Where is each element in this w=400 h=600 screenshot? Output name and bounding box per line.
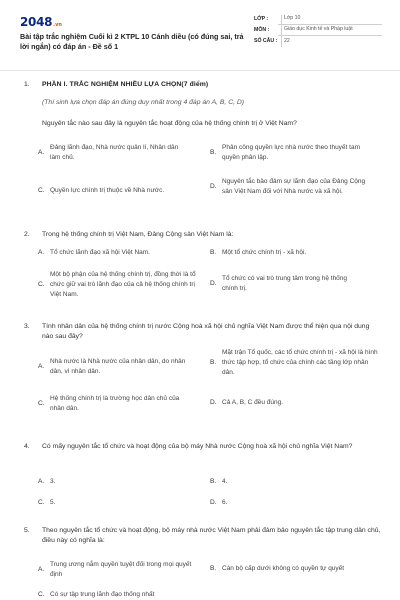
meta-value: 22 [284, 37, 290, 44]
option-letter: C. [38, 591, 45, 599]
option-text: Một tổ chức chính trị - xã hội. [222, 249, 307, 256]
option-letter: D. [210, 399, 217, 407]
option-b[interactable] [210, 564, 382, 574]
option-a[interactable] [38, 143, 213, 163]
question-text: Có mấy nguyên tắc tổ chức và hoạt động của bộ máy Nhà nước Cộng hoà xã hội chủ nghĩa Việt Nam? [42, 443, 353, 450]
question-text: Tính nhân dân của hệ thống chính trị nước Cộng hoà xã hội chủ nghĩa Việt Nam được thể hiện qua nội dung nào sau đây? [42, 323, 370, 341]
option-letter: A. [38, 362, 45, 370]
meta-value: Giáo dục Kinh tế và Pháp luật [278, 25, 382, 36]
meta-row-class [254, 14, 382, 25]
document-meta [254, 14, 382, 47]
option-a[interactable] [38, 357, 213, 377]
option-text: Tổ chức có vai trò trung tâm trong hệ thống chính trị. [222, 275, 348, 292]
option-text: 6. [222, 499, 228, 506]
option-d[interactable] [210, 498, 382, 508]
question-number: 4. [24, 443, 30, 450]
question-number: 3. [24, 323, 30, 330]
logo-domain: .vn [53, 22, 62, 28]
option-b[interactable] [210, 248, 382, 258]
option-c[interactable] [38, 186, 213, 196]
logo-main: 2048 [20, 15, 53, 29]
option-letter: B. [210, 358, 217, 366]
option-text: Đảng lãnh đạo, Nhà nước quản lí, Nhân dân làm chủ. [50, 144, 179, 161]
option-a[interactable] [38, 477, 213, 487]
option-c[interactable] [38, 394, 213, 414]
option-letter: B. [210, 148, 217, 156]
question-number: 5. [24, 527, 30, 534]
section-instruction: (Thí sinh lựa chọn đáp án đúng duy nhất trong 4 đáp án A, B, C, D) [42, 99, 245, 106]
option-letter: D. [210, 499, 217, 507]
meta-label: LỚP : [254, 15, 269, 22]
option-d[interactable] [210, 274, 382, 294]
option-c[interactable] [38, 270, 213, 299]
option-text: Hệ thống chính trị là trường học dân chủ của nhân dân. [50, 395, 180, 412]
option-text: 3. [50, 478, 56, 485]
meta-label: SỐ CÂU : [254, 37, 278, 44]
option-text: 4. [222, 478, 228, 485]
option-a[interactable] [38, 560, 213, 580]
option-letter: A. [38, 478, 45, 486]
option-letter: A. [38, 148, 45, 156]
option-a[interactable] [38, 248, 213, 258]
section-title: PHẦN I. TRẮC NGHIỆM NHIỀU LỰA CHỌN(7 điểm) [42, 81, 209, 88]
option-text: 5. [50, 499, 56, 506]
option-b[interactable] [210, 477, 382, 487]
question-number: 1. [24, 81, 30, 88]
document-title: Bài tập trắc nghiệm Cuối kì 2 KTPL 10 Cánh diều (có đúng sai, trả lời ngắn) có đáp án - Đề số 1 [20, 32, 244, 52]
option-b[interactable] [210, 143, 382, 163]
option-d[interactable] [210, 177, 382, 197]
option-d[interactable] [210, 398, 382, 408]
page-header [20, 14, 382, 64]
option-c[interactable] [38, 498, 213, 508]
meta-row-subject [254, 25, 382, 36]
option-c[interactable] [38, 590, 213, 600]
option-letter: C. [38, 187, 45, 195]
option-text: Có sự tập trung lãnh đạo thống nhất [50, 591, 155, 598]
option-letter: C. [38, 280, 45, 288]
question-number: 2. [24, 231, 30, 238]
option-b[interactable] [210, 348, 382, 377]
meta-value: Lớp 10 [278, 14, 382, 25]
option-text: Một bộ phận của hệ thống chính trị, đồng thời là tổ chức giữ vai trò lãnh đạo của cả hệ thống chính trị Việt Nam. [50, 271, 196, 298]
option-letter: C. [38, 399, 45, 407]
meta-row-count [254, 36, 382, 47]
option-text: Mặt trận Tổ quốc, các tổ chức chính trị - xã hội là hình thức tập hợp, tổ chức của chính các tầng lớp nhân dân. [222, 349, 378, 376]
question-text: Theo nguyên tắc tổ chức và hoạt động, bộ máy nhà nước Việt Nam phải đảm bảo nguyên tắc tập trung dân chủ, điều này có nghĩa là: [42, 527, 381, 545]
option-letter: D. [210, 182, 217, 190]
option-letter: A. [38, 249, 45, 257]
option-letter: A. [38, 565, 45, 573]
site-logo[interactable] [20, 14, 62, 28]
meta-label: MÔN : [254, 26, 270, 33]
option-text: Cả A, B, C đều đúng. [222, 399, 284, 406]
option-letter: B. [210, 565, 217, 573]
option-letter: B. [210, 478, 217, 486]
option-text: Nhà nước là Nhà nước của nhân dân, do nhân dân, vì nhân dân. [50, 358, 186, 375]
question-text: Trong hệ thống chính trị Việt Nam, Đảng Cộng sản Việt Nam là: [42, 231, 234, 238]
option-text: Phân công quyền lực nhà nước theo thuyết tam quyền phân lập. [222, 144, 360, 161]
question-text: Nguyên tắc nào sau đây là nguyên tắc hoạt động của hệ thống chính trị ở Việt Nam? [42, 120, 297, 127]
option-letter: B. [210, 249, 217, 257]
option-text: Trung ương nắm quyền tuyệt đối trong mọi quyết định [50, 561, 192, 578]
option-letter: C. [38, 499, 45, 507]
option-text: Tổ chức lãnh đạo xã hội Việt Nam. [50, 249, 150, 256]
option-text: Nguyên tắc bảo đảm sự lãnh đạo của Đảng Cộng sản Việt Nam đối với Nhà nước và xã hội. [222, 178, 366, 195]
header-divider [0, 70, 400, 71]
meta-divider [281, 15, 282, 47]
option-text: Cán bộ cấp dưới không có quyền tự quyết [222, 565, 345, 572]
option-letter: D. [210, 279, 217, 287]
option-text: Quyền lực chính trị thuộc về Nhà nước. [50, 187, 165, 194]
